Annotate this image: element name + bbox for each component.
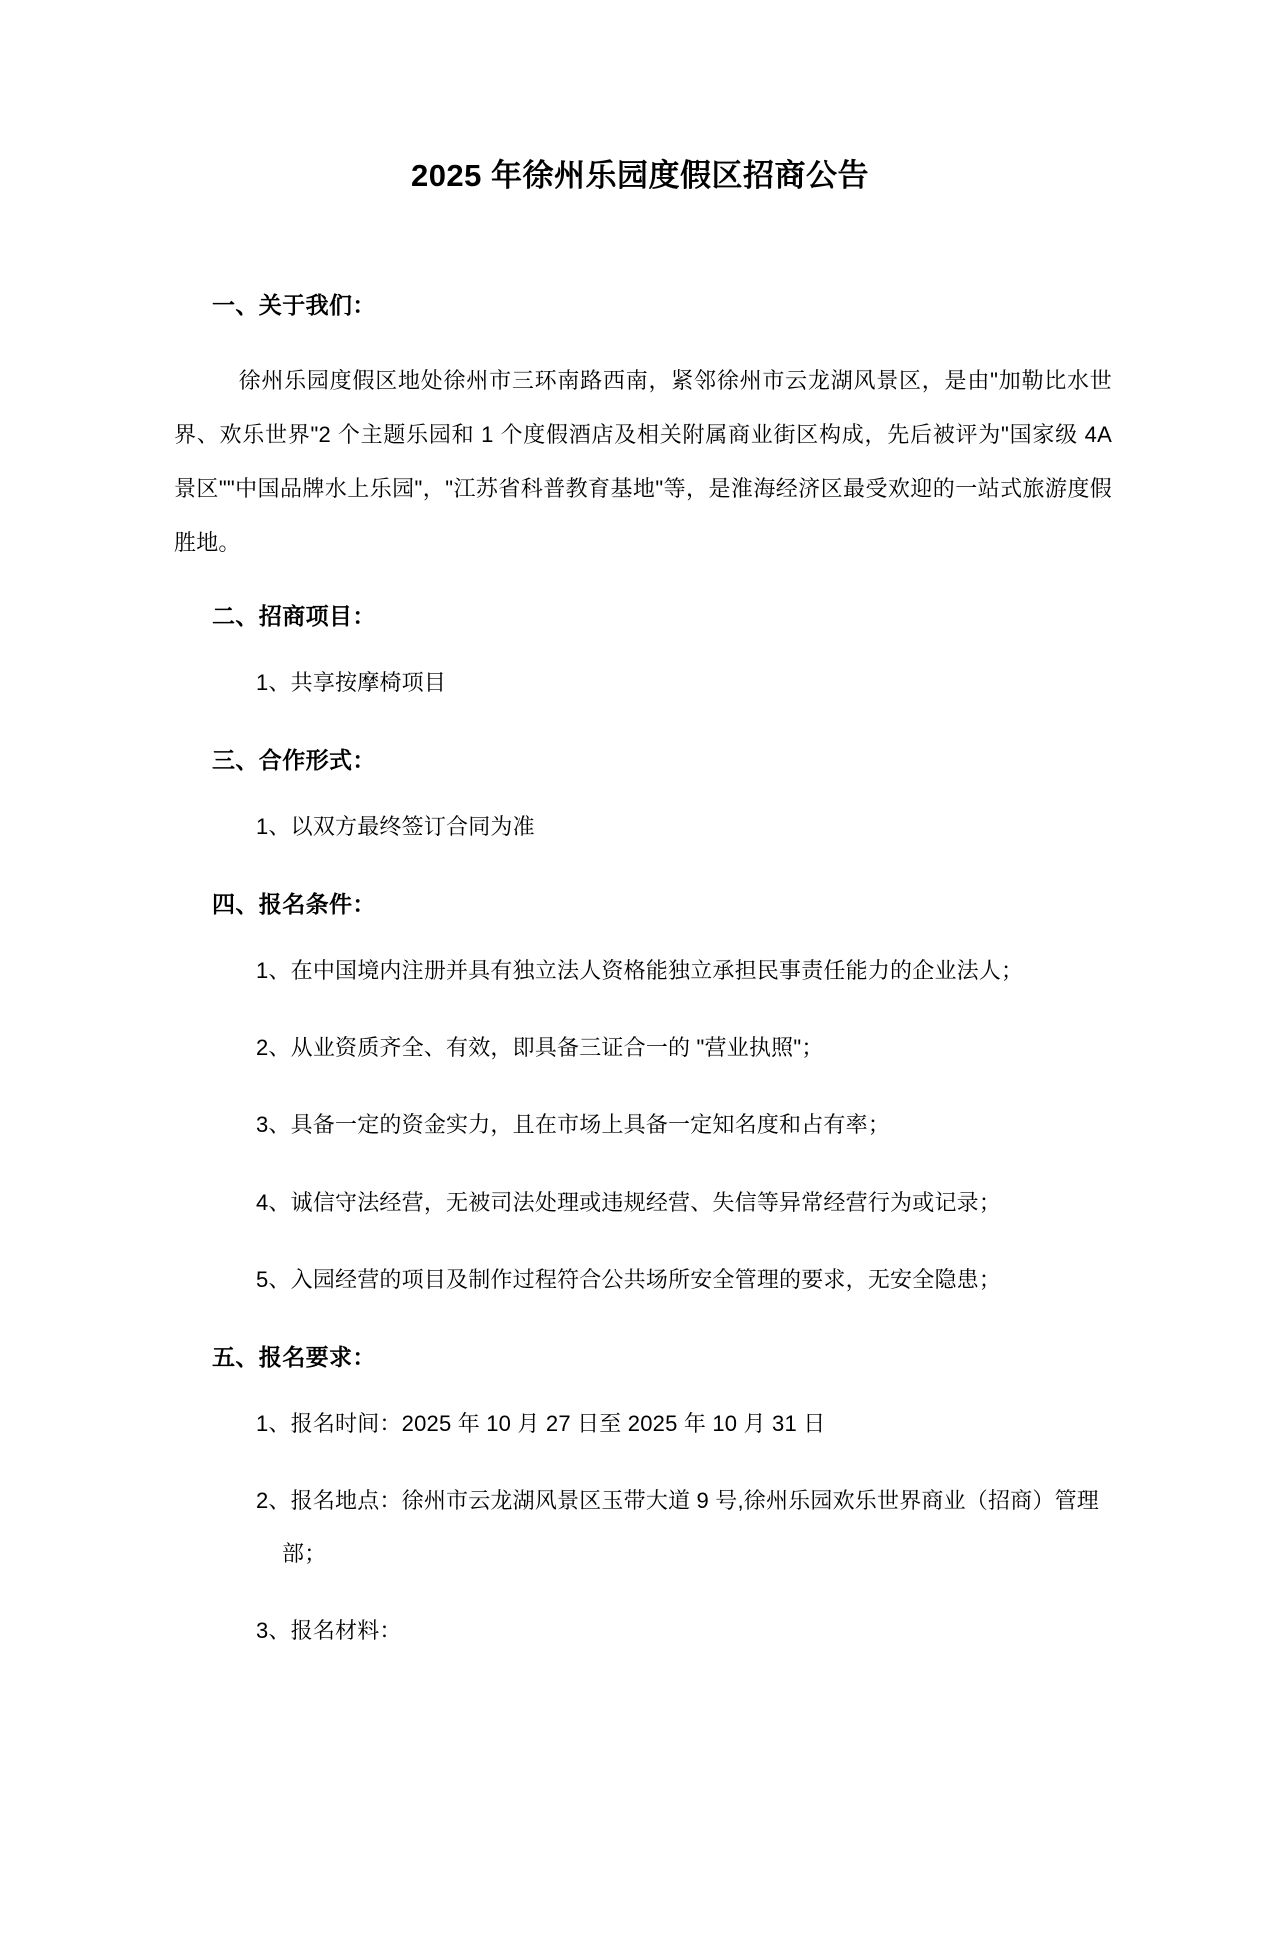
about-paragraph-text: 徐州乐园度假区地处徐州市三环南路西南，紧邻徐州市云龙湖风景区，是由"加勒比水世界、欢乐世界"2 个主题乐园和 1 个度假酒店及相关附属商业街区构成，先后被评为"国家级 4A 景区""中国品牌水上乐园"，"江苏省科普教育基地"等，是淮海经济区最受欢迎的一站式旅游度假胜地。: [174, 368, 1112, 555]
section-heading-registration: 五、报名要求：: [212, 1343, 376, 1370]
list-item: 1、共享按摩椅项目: [256, 669, 447, 695]
list-item: 1、以双方最终签订合同为准: [256, 813, 535, 839]
list-item: 3、报名材料：: [256, 1618, 402, 1644]
section-heading-about: 一、关于我们：: [212, 292, 376, 318]
page-title: 2025 年徐州乐园度假区招商公告: [410, 158, 870, 193]
list-item: 3、具备一定的资金实力，且在市场上具备一定知名度和占有率；: [256, 1112, 891, 1138]
list-item: 4、诚信守法经营，无被司法处理或违规经营、失信等异常经营行为或记录；: [256, 1189, 1002, 1215]
list-item-text: 2、报名地点：徐州市云龙湖风景区玉带大道 9 号,徐州乐园欢乐世界商业（招商）管理: [256, 1488, 1100, 1514]
list-item: 5、入园经营的项目及制作过程符合公共场所安全管理的要求，无安全隐患；: [256, 1266, 1002, 1292]
list-item: [160, 1483, 1120, 1571]
list-item: 1、在中国境内注册并具有独立法人资格能独立承担民事责任能力的企业法人；: [256, 957, 1024, 983]
list-item-continuation: 部；: [282, 1541, 327, 1567]
section-heading-cooperation: 三、合作形式：: [212, 746, 376, 773]
section-heading-conditions: 四、报名条件：: [212, 890, 376, 917]
section-heading-projects: 二、招商项目：: [212, 602, 376, 629]
about-paragraph: [160, 354, 1120, 570]
list-item: 1、报名时间：2025 年 10 月 27 日至 2025 年 10 月 31 日: [256, 1410, 826, 1436]
list-item: 2、从业资质齐全、有效，即具备三证合一的 "营业执照"；: [256, 1035, 824, 1061]
